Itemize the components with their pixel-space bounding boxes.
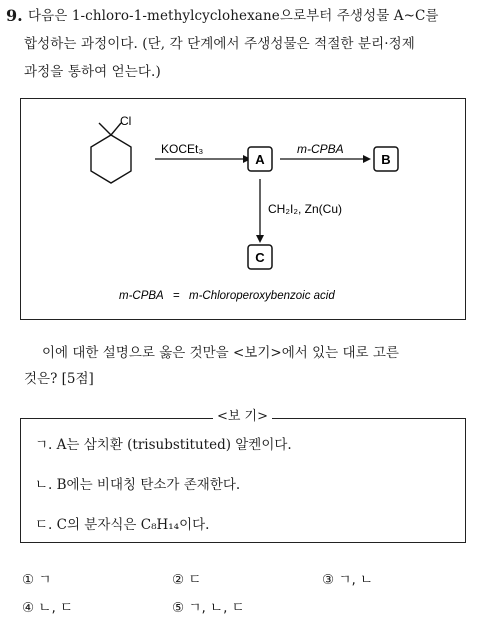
bogi-item-3 bbox=[35, 513, 209, 533]
bogi-item-2-text: B에는 비대칭 탄소가 존재한다. bbox=[56, 477, 241, 493]
question-stem-line-1: 다음은 1-chloro-1-methylcyclohexane으로부터 주생성물 A~C를 bbox=[28, 8, 439, 24]
bogi-item-3-marker: ㄷ. bbox=[35, 517, 53, 533]
choice-4-number: ④ bbox=[22, 600, 35, 616]
reaction-arrowhead-3 bbox=[256, 235, 264, 243]
reaction-arrowhead-2 bbox=[363, 155, 371, 163]
choice-3[interactable] bbox=[322, 568, 373, 588]
choice-5-text: ㄱ, ㄴ, ㄷ bbox=[188, 600, 245, 616]
choice-2[interactable] bbox=[172, 568, 201, 588]
methyl-bond bbox=[99, 123, 111, 135]
reagent-3-label: CH₂I₂, Zn(Cu) bbox=[268, 202, 342, 216]
bogi-item-2-marker: ㄴ. bbox=[35, 477, 53, 493]
choice-4-text: ㄴ, ㄷ bbox=[38, 600, 74, 616]
question-number: 9. bbox=[6, 6, 23, 25]
question-stem-line-2: 합성하는 과정이다. (단, 각 단계에서 주생성물은 적절한 분리·정제 bbox=[24, 36, 415, 52]
chlorine-label: Cl bbox=[120, 114, 132, 128]
bogi-title bbox=[0, 405, 485, 424]
footnote-equals: = bbox=[173, 290, 180, 302]
bogi-item-1-text: A는 삼치환 (trisubstituted) 알켄이다. bbox=[56, 437, 292, 453]
sub-question-line-2: 것은? [5점] bbox=[24, 371, 94, 387]
choice-2-number: ② bbox=[172, 572, 185, 588]
bogi-item-1 bbox=[35, 433, 292, 453]
bogi-item-2 bbox=[35, 473, 240, 493]
product-a-label: A bbox=[255, 152, 265, 167]
cyclohexane-ring bbox=[91, 135, 131, 183]
choice-4[interactable] bbox=[22, 596, 73, 616]
choice-1-number: ① bbox=[22, 572, 35, 588]
sub-question-line-1: 이에 대한 설명으로 옳은 것만을 <보기>에서 있는 대로 고른 bbox=[42, 345, 399, 361]
choice-3-number: ③ bbox=[322, 572, 335, 588]
choice-5-number: ⑤ bbox=[172, 600, 185, 616]
question-stem-line-3: 과정을 통하여 얻는다.) bbox=[24, 64, 161, 80]
choice-5[interactable] bbox=[172, 596, 245, 616]
reaction-scheme-box bbox=[20, 98, 466, 320]
choice-2-text: ㄷ bbox=[188, 572, 202, 588]
cyclohexane-structure bbox=[91, 123, 131, 183]
reagent-1-label: KOCEt₃ bbox=[161, 142, 204, 156]
choice-1-text: ㄱ bbox=[38, 572, 52, 588]
choice-3-text: ㄱ, ㄴ bbox=[338, 572, 374, 588]
reagent-2-label: m-CPBA bbox=[297, 142, 344, 156]
product-c-label: C bbox=[255, 250, 265, 265]
footnote-abbreviation: m-CPBA bbox=[119, 290, 164, 302]
bogi-title-text: <보 기> bbox=[213, 409, 272, 424]
reaction-scheme-diagram bbox=[21, 99, 467, 321]
bogi-item-1-marker: ㄱ. bbox=[35, 437, 53, 453]
bogi-item-3-text: C의 분자식은 C₈H₁₄이다. bbox=[56, 517, 210, 533]
product-b-label: B bbox=[381, 152, 391, 167]
bogi-box bbox=[20, 418, 466, 543]
footnote-definition: m-Chloroperoxybenzoic acid bbox=[189, 290, 335, 302]
choice-1[interactable] bbox=[22, 568, 51, 588]
